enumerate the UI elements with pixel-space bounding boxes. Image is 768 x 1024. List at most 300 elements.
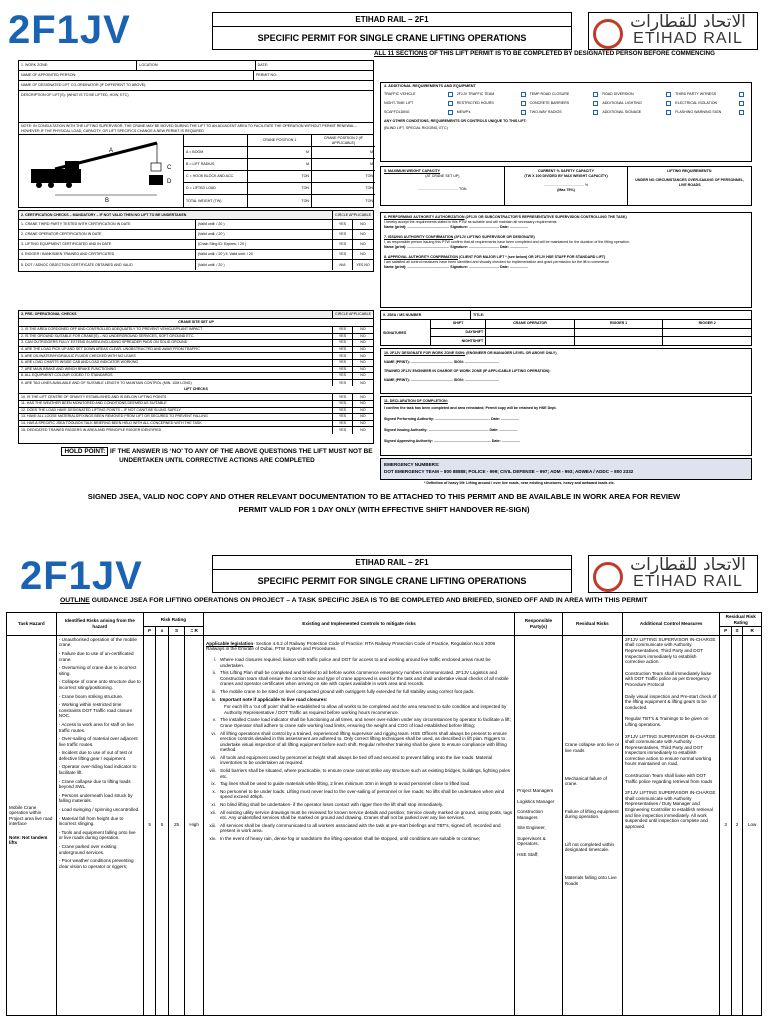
cert-row-text: 4. RIGGER / BANKSMEN TRAINED AND CERTIFICATED xyxy=(19,250,196,259)
res-p: 3 xyxy=(720,635,731,1015)
section-4-additional xyxy=(380,82,752,162)
check-row-text: 9. ARE TAG LINES AVAILABLE AND OF SUITABLE LENGTH TO MAINTAIN CONTROL (MIN. 10M LONG) xyxy=(19,380,333,387)
check-row-text: 12. DOES THE LOAD HAVE DESIGNATED LIFTING POINTS – IF NOT CANIT BE SLUNG SAFELY xyxy=(19,408,333,414)
company-logo-text: 2F1JV xyxy=(8,8,131,52)
control-number: x. xyxy=(212,788,216,794)
risk-dash: - xyxy=(58,721,62,727)
letter-c: C xyxy=(167,165,172,171)
requirement-line xyxy=(384,90,748,99)
additional-measure: 2F1JV LIFTING SUPERVISOR IN-CHARGE shall communicate with Authority Representatives, Third Party and DOT Inspectors immediately to establish corrective action. xyxy=(624,636,716,665)
position-row-unit-1: M xyxy=(248,159,312,170)
control-item xyxy=(206,810,512,821)
cert-row-text: 2. CRANE OPERATOR CERTIFICATION IN DATE xyxy=(19,230,196,239)
header-subtitle-2: SPECIFIC PERMIT FOR SINGLE CRANE LIFTING OPERATIONS xyxy=(257,576,527,586)
check-no[interactable]: NO xyxy=(360,394,366,399)
relocation-note: NOTE: IN CONSULTATION WITH THE LIFTING SUPERVISOR, THE CRANE MAY BE MOVED DURING THE LIFT TO AN ADJACENT AREA TO FACILITATE THE OPERATION WITHOUT PERMIT RENEWAL – HOWEVER IF THE PHYSICAL LOAD, CAPACITY, OR LIFT SPECIFICS CHANGE A NEW PERMIT IS REQUIRED xyxy=(21,123,358,133)
header-title-2: ETIHAD RAIL – 2F1 xyxy=(213,556,571,570)
s6-sign: Name (print): .......................................... Signature: .............................. Date: .................. xyxy=(384,225,528,229)
control-item xyxy=(206,657,512,668)
control-number: xii. xyxy=(210,809,216,815)
sig-cell[interactable] xyxy=(575,329,664,337)
s11-approving: Signed Approving Authority: ......................................................... Date: .................. xyxy=(384,439,520,443)
responsible-party: Logistics Manager xyxy=(517,798,555,804)
requirement-item[interactable] xyxy=(602,92,675,97)
requirement-checkbox[interactable] xyxy=(739,92,744,97)
check-yes[interactable]: YES xyxy=(333,408,353,414)
cert-row-validity: (Chain Sling ID: Expires: / 20 ) xyxy=(196,240,333,249)
requirement-line xyxy=(384,108,748,117)
control-number: vii. xyxy=(210,754,216,760)
control-number: xiv. xyxy=(209,836,216,841)
additional-measure: 2F1JV LIFTING SUPERVISOR IN-CHARGE shall communicate with Authority Representatives, Third Party and DOT Inspectors immediately to establish corrective action to ensure normal working hours maintained on road. xyxy=(624,733,716,767)
position-row-label: A = BOOM xyxy=(184,147,248,158)
control-item xyxy=(206,768,512,779)
requirement-label: 2F1JV TRAFFIC TEAM xyxy=(456,92,495,96)
check-yes[interactable]: YES xyxy=(333,380,353,387)
res-r: Low xyxy=(743,635,762,1015)
requirement-item[interactable] xyxy=(384,110,457,115)
s4-other-sub: (BLIND LIFT, SPECIAL RIGGING, ETC) xyxy=(384,126,448,130)
requirement-checkbox[interactable] xyxy=(521,101,526,106)
cert-row-no[interactable]: NO xyxy=(360,222,366,226)
sections-note xyxy=(374,50,715,57)
cert-row xyxy=(19,220,373,230)
control-item xyxy=(206,697,512,703)
risk-item xyxy=(59,694,141,700)
requirement-item[interactable] xyxy=(602,101,675,106)
check-row xyxy=(19,401,373,408)
control-number: ix. xyxy=(211,781,216,787)
requirement-label: ADDITIONAL SIGNAGE xyxy=(602,110,642,114)
crane-position-2: CRANE POSITION 2 (IF APPLICABLE) xyxy=(323,135,364,145)
validity-notice: PERMIT VALID FOR 1 DAY ONLY (WITH EFFECTIVE SHIFT HANDOVER RE-SIGN) xyxy=(238,505,530,514)
th-res-r: R xyxy=(743,627,762,636)
hold-point xyxy=(60,447,374,465)
check-no[interactable]: NO xyxy=(360,373,366,378)
header-title: ETIHAD RAIL – 2F1 xyxy=(213,13,571,27)
th-res-p: P xyxy=(720,627,731,636)
section-9-signatures xyxy=(380,310,752,346)
requirement-checkbox[interactable] xyxy=(593,110,598,115)
s10-header: 10. 2F1JV DESIGNATE FOR WORK ZONE SIGN: xyxy=(384,351,466,355)
requirement-checkbox[interactable] xyxy=(448,110,453,115)
check-no[interactable]: NO xyxy=(360,360,366,365)
logo-emblem-icon xyxy=(593,19,623,49)
position-row-unit-2: M xyxy=(370,162,373,166)
risk-text: Incident due to use of out of test or defective lifting gear / equipment. xyxy=(58,750,133,761)
sig-cell[interactable] xyxy=(486,329,575,337)
cert-circle-label: CIRCLE APPLICABLE xyxy=(335,212,371,217)
task-text: Mobile Crane operation within Project area live road interface xyxy=(9,804,53,827)
s6-sub: (2F1JV OR SUBCONTRACTOR'S REPRESENTATIVE SUPERVISION CONTROLLING THE TASK) xyxy=(464,215,627,219)
th-rating: Risk Rating xyxy=(143,613,203,627)
rating-p: 5 xyxy=(143,635,155,1015)
s7-sign: Name (print): .......................................... Signature: .............................. Date: .................. xyxy=(384,245,528,249)
th-res-rating: Residual Risk Rating xyxy=(720,613,762,627)
risk-item xyxy=(59,750,141,761)
risk-item xyxy=(59,637,141,648)
position-row-label: B = LIFT RADIUS xyxy=(184,159,248,170)
s5-lifting-req-text: UNDER NO CIRCUMSTANCES OVER-SAILING OF PERSONNEL, LIVE ROADS xyxy=(635,178,745,187)
outline-guidance xyxy=(60,597,647,604)
risk-item xyxy=(59,779,141,790)
risk-dash: - xyxy=(58,858,62,864)
section-5-capacity xyxy=(380,166,752,206)
sig-cell[interactable] xyxy=(575,337,664,346)
additional-cell xyxy=(622,635,719,1015)
check-no[interactable]: NO xyxy=(360,353,366,358)
work-zone-label: 1. WORK ZONE: xyxy=(19,61,137,70)
risk-text: Material fall from height due to incorrect slinging. xyxy=(58,815,124,827)
control-item xyxy=(206,717,512,728)
control-number: i. xyxy=(213,656,216,662)
requirement-checkbox[interactable] xyxy=(739,110,744,115)
control-item xyxy=(206,689,512,695)
th-eq-r xyxy=(185,627,204,636)
legislation-text: - Section 4.6.2 of Railway Protection Code of Practice: RTA Railway Protection Code of Practice, Regulation No.5 2009 Railways in the Emirate of Dubai, PTW System and Procedures. xyxy=(205,640,496,652)
check-row-text: 2. IS THE GROUND SUITABLE FOR CRANE(S) – NO UNDERGROUND SERVICES, SOFT GROUND ETC. xyxy=(19,334,333,340)
pre-op-header: 3. PRE- OPERATIONAL CHECKS xyxy=(19,311,333,318)
control-item xyxy=(206,670,512,687)
risk-text: Over-sailing of material over adjacent live traffic routes. xyxy=(58,736,138,747)
position-row xyxy=(184,159,375,171)
check-yes[interactable]: YES xyxy=(333,373,353,379)
check-yes[interactable]: YES xyxy=(333,401,353,407)
cert-row-validity: (Valid until: / 20 ) xyxy=(196,260,333,270)
cert-row-yes[interactable]: N/A xyxy=(333,260,353,270)
jsea-table xyxy=(6,612,762,1016)
check-yes[interactable]: YES xyxy=(333,414,353,420)
s5-current-sub: (TW X 100 DIVIDED BY MAX WEIGHT CAPACITY) xyxy=(524,174,608,178)
control-text: Where road closures required, liaison with traffic police and DOT for access to and working around live traffic enclosed areas must be undertaken. xyxy=(219,656,491,668)
requirement-checkbox[interactable] xyxy=(593,92,598,97)
outline-rest: GUIDANCE JSEA FOR LIFTING OPERATIONS ON PROJECT – A TASK SPECIFIC JSEA IS TO BE COMPLETED AND BRIEFED, SIGNED OFF AND IN AREA WITH THIS PERMIT xyxy=(89,597,648,604)
check-row xyxy=(19,414,373,421)
check-no[interactable]: NO xyxy=(360,414,366,419)
requirement-checkbox[interactable] xyxy=(593,101,598,106)
check-no[interactable]: NO xyxy=(360,380,366,385)
hold-point-label: HOLD POINT: xyxy=(61,447,108,456)
attachment-notice: SIGNED JSEA, VALID NOC COPY AND OTHER RELEVANT DOCUMENTATION TO BE ATTACHED TO THIS PERMIT AND BE AVAILABLE IN WORK AREA FOR REVIEW xyxy=(87,492,681,501)
company-logo-text-2: 2F1JV xyxy=(20,554,143,598)
requirement-item[interactable] xyxy=(675,92,748,97)
resp-cell xyxy=(515,635,563,1015)
requirement-checkbox[interactable] xyxy=(666,101,671,106)
requirement-label: THIRD PARTY WITNESS xyxy=(675,92,717,96)
sections-note-rest: OF THIS LIFT PERMIT IS TO BE COMPLETED BY DESIGNATED PERSON BEFORE COMMENCING xyxy=(427,50,715,57)
location-label: LOCATION: xyxy=(137,61,255,70)
s5-max: 5. MAXIMUM WEIGHT CAPACITY xyxy=(384,169,441,173)
check-row-text: 10. IS THE LIFT CENTRE OF GRAVITY ESTABLISHED AND IS BELOW LIFTING POINTS xyxy=(19,394,333,400)
logo-english-2: ETIHAD RAIL xyxy=(633,573,743,590)
hold-point-text: IF THE ANSWER IS ‘NO’ TO ANY OF THE ABOVE QUESTIONS THE LIFT MUST NOT BE UNDERTAKEN UNTIL CORRECTIVE ACTIONS ARE COMPLETED xyxy=(108,448,373,464)
cert-header: 2. CERTIFICATION CHECKS – MANDATORY – IF NOT VALID THEN NO LIFT TO BE UNDERTAKEN xyxy=(19,211,333,219)
s8-sub: (CLIENT FOR MAJOR LIFT * (see below) OR 2F1JV HSE STAFF FOR STANDARD LIFT) xyxy=(457,255,606,259)
res-s: 2 xyxy=(731,635,742,1015)
sig-row-label: NIGHTSHIFT xyxy=(431,337,486,346)
check-row xyxy=(19,394,373,401)
risk-item xyxy=(59,816,141,827)
control-item xyxy=(206,731,512,753)
permit-header xyxy=(212,12,572,50)
position-row-unit-2: TON xyxy=(365,198,373,203)
s10-name2: NAME (PRINT): .......................................... SIGN: .................................. xyxy=(384,378,499,382)
check-row xyxy=(19,427,373,434)
th-s: S xyxy=(168,627,185,636)
emergency-box xyxy=(380,458,752,480)
control-text: Important note if applicable to live road closures: xyxy=(219,696,328,702)
requirement-checkbox[interactable] xyxy=(448,101,453,106)
outline-emph: OUTLINE xyxy=(60,597,90,604)
risk-dash: - xyxy=(58,844,62,849)
check-no[interactable]: NO xyxy=(360,401,366,406)
s6-text: I hereby accept the requirements stated in this PTW as suitable and will maintain all necessary requirements. xyxy=(384,220,558,224)
cert-row-text: 1. CRANE THIRD PARTY TESTED WITH CERTIFICATION IN DATE xyxy=(19,220,196,229)
sig-cell[interactable] xyxy=(663,329,751,337)
s9-jsea: 9. JSEA / MS NUMBER xyxy=(381,311,471,319)
risk-dash: - xyxy=(58,815,62,821)
position-row-label: TOTAL WEIGHT (TW) xyxy=(184,195,248,207)
th-risks: Identified Risks arising from the hazard xyxy=(56,613,143,636)
risk-text: Load swinging / spinning uncontrolled. xyxy=(61,807,140,813)
control-number: vi. xyxy=(211,730,216,736)
etihad-rail-logo-2 xyxy=(588,555,758,593)
requirement-item[interactable] xyxy=(384,92,457,97)
check-yes[interactable]: YES xyxy=(333,340,353,346)
check-row-text: 3. CAN OUTRIGGERS FULLY EXTEND IN AREA INCLUDING SPREADER PADS ON SOLID GROUND xyxy=(19,340,333,346)
task-cell xyxy=(7,635,57,1015)
s10-trained: TRAINED 2F1JV ENGINEER IN CHARGE OF WORK ZONE xyxy=(384,369,482,373)
risk-dash: - xyxy=(58,829,62,835)
check-no[interactable]: NO xyxy=(360,340,366,345)
th-resp: Responsible Party(s) xyxy=(515,613,563,636)
jsea-table-wrap xyxy=(6,612,762,1018)
residual-risk: Materials falling onto Live Roads xyxy=(564,875,617,886)
check-yes[interactable]: YES xyxy=(333,394,353,400)
heavy-lift-footnote: * Definition of heavy lift: Lifting around / over live roads, near existing structures, heavy and awkward loads etc. xyxy=(424,481,615,485)
check-row xyxy=(19,353,373,360)
sections-note-emph: ALL 11 SECTIONS xyxy=(374,50,428,57)
requirement-label: TEMP ROAD CLOSURE xyxy=(529,92,570,96)
control-text: In the event of heavy rain, dense fog or sandstorm the lifting operation shall be stopped, until conditions are suitable to continue; xyxy=(219,836,481,841)
cert-row-yes[interactable]: YES xyxy=(333,220,353,229)
check-yes[interactable]: YES xyxy=(333,334,353,340)
s8-header: 8. APPROVAL AUTHORITY CONFIRMATION xyxy=(384,255,458,259)
permit-no-label: PERMIT NO: xyxy=(256,73,277,77)
requirement-label: RESTRICTED HOURS xyxy=(456,101,494,105)
check-row-text: 13. HAVE ALL LOOSE MATERIALS/FIXINGS BEEN REMOVED FROM LIFT OR SECURED TO PREVENT FALLING xyxy=(19,414,333,420)
requirement-line xyxy=(384,99,748,108)
s4-header: 4. ADDITIONAL REQUIREMENTS AND EQUIPMENT xyxy=(384,84,476,88)
control-text: Solid barriers shall be situated, where practicable, to ensure crane cannot strike any structure such as existing bridges, buildings, lighting poles etc. xyxy=(219,768,511,779)
risk-item xyxy=(59,830,141,841)
rating-r: 25 xyxy=(168,635,185,1015)
check-no[interactable]: NO xyxy=(360,327,366,332)
check-yes[interactable]: YES xyxy=(333,427,353,434)
risk-text: Persons underneath load struck by falling materials. xyxy=(58,792,133,804)
requirement-item[interactable] xyxy=(530,110,603,115)
risk-dash: - xyxy=(58,807,62,813)
appointed-person-label: NAME OF APPOINTED PERSON: xyxy=(19,71,254,80)
th-res-s: S xyxy=(731,627,742,636)
logo-arabic: الاتحاد للقطارات xyxy=(630,12,746,32)
requirement-checkbox[interactable] xyxy=(521,92,526,97)
control-text: For each lift a 'cut off point' shall be established to allow all works to be completed and the area returned to safe condition and inspected by Authority Representative / DOT Traffic as required before working hours recommence. xyxy=(223,704,507,715)
check-yes[interactable]: YES xyxy=(333,367,353,373)
cert-row-yes[interactable]: YES xyxy=(333,230,353,239)
requirement-item[interactable] xyxy=(384,101,457,106)
sig-col-header: SHIFT xyxy=(431,320,486,328)
risk-dash: - xyxy=(58,764,62,770)
residual-risk: Failure of lifting equipment during operation. xyxy=(564,808,619,820)
risks-cell xyxy=(56,635,143,1015)
residual-risk: Lift not completed within designated timescale. xyxy=(564,841,615,853)
check-no[interactable]: NO xyxy=(360,407,366,412)
check-row xyxy=(19,408,373,415)
th-x: x xyxy=(156,627,168,636)
cert-row-yes[interactable]: YES xyxy=(333,250,353,259)
additional-measure: Daily visual inspection and Pre-start check of the lifting equipment & lifting gears to be conducted. xyxy=(624,693,717,710)
crane-position-1: CRANE POSITION 1 xyxy=(248,135,312,146)
risk-item xyxy=(59,702,141,719)
rating-level: High xyxy=(185,635,204,1015)
position-row-label: D = LIFTED LOAD xyxy=(184,183,248,194)
cert-row-text: 5. DOT / ADNOC OBJECTION CERTIFICATE OBTAINED AND VALID xyxy=(19,260,196,270)
position-row-unit-1: TON xyxy=(248,195,312,207)
sig-row xyxy=(431,337,751,346)
risk-item xyxy=(59,807,141,813)
residual-risk: Mechanical failure of crane. xyxy=(564,775,607,787)
check-row xyxy=(19,380,373,387)
responsible-party: Supervisors & Operators, xyxy=(517,835,546,847)
risk-text: Tools and equipment falling onto live or live roads during operation. xyxy=(58,829,136,841)
check-no[interactable]: NO xyxy=(360,428,366,433)
requirement-item[interactable] xyxy=(457,110,530,115)
position-row-unit-1: TON xyxy=(248,183,312,194)
requirement-label: NIGHT-TIME LIFT xyxy=(384,101,414,105)
control-number xyxy=(206,704,220,715)
requirement-item[interactable] xyxy=(457,101,530,106)
requirement-item[interactable] xyxy=(530,101,603,106)
requirement-label: TWO-WAY RADIOS xyxy=(529,110,562,114)
requirement-checkbox[interactable] xyxy=(666,110,671,115)
requirement-item[interactable] xyxy=(675,110,748,115)
requirement-checkbox[interactable] xyxy=(739,101,744,106)
control-text: No personnel to be under loads. Lifting must never lead to the over-sailing of personnel or live roads; No lifts shall be undertaken when wind speed exceed 40kph. xyxy=(219,788,505,800)
requirement-item[interactable] xyxy=(530,92,603,97)
logo-emblem-icon-2 xyxy=(593,562,623,592)
requirement-checkbox[interactable] xyxy=(521,110,526,115)
logo-english: ETIHAD RAIL xyxy=(633,30,743,47)
risk-dash: - xyxy=(58,702,62,708)
cert-row-no[interactable]: YES NO xyxy=(356,262,370,267)
risk-item xyxy=(59,736,141,747)
requirement-item[interactable] xyxy=(602,110,675,115)
check-row xyxy=(19,360,373,367)
control-text: All lifting operations shall control by a trained, experienced lifting supervisor and rigging team. HSE Officers shall always be present to ensure erection controls detailed in this assessment are adhered to. Only correct lifting techniques shall be used, as described in lift plan. Riggers to undertake visual inspection of all lifting equipment before each shift. Regular refresher training shall be given to ensure compliance with lifting method. xyxy=(219,730,507,753)
s5-current: CURRENT % SAFETY CAPACITY xyxy=(538,169,594,173)
check-no[interactable]: NO xyxy=(360,421,366,426)
requirement-checkbox[interactable] xyxy=(666,92,671,97)
requirement-checkbox[interactable] xyxy=(448,92,453,97)
check-row xyxy=(19,421,373,428)
risk-item xyxy=(59,844,141,855)
check-no[interactable]: NO xyxy=(360,333,366,338)
requirement-label: MEWP's xyxy=(456,110,471,114)
th-p: P xyxy=(143,627,155,636)
cert-row-yes[interactable]: YES xyxy=(333,240,353,249)
responsible-party: HSE Staff; xyxy=(517,852,539,858)
check-row xyxy=(19,334,373,341)
position-row-unit-1: TON xyxy=(248,171,312,182)
cert-row xyxy=(19,240,373,250)
date-label: DATE: xyxy=(257,63,268,67)
cert-row-no[interactable]: NO xyxy=(360,242,366,246)
control-text: This Lifting Plan shall be completed and briefed to all before works commence emergency numbers communicated. 2F1JV Logistics and Construction team shall ensure the correct size and type of crane approved is used for the task and shall undertake visual checks of all mobile cranes and operator certificates when arriving on site with copies available in work area and records. xyxy=(219,670,509,687)
additional-measure: Construction Team shall liaise with DOT Traffic police regarding retrieval from roads xyxy=(624,773,713,784)
sig-header-row xyxy=(431,320,751,329)
control-text: The mobile crane to be sited on level compacted ground with outriggers fully extended for full stability using correct foot pads. xyxy=(219,688,475,694)
control-number: xi. xyxy=(211,802,216,808)
check-no[interactable]: NO xyxy=(360,366,366,371)
check-row-text: 11. HAS THE WEATHER BEEN MONITORED AND CONDITIONS DEEMED AS SUITABLE xyxy=(19,401,333,407)
control-number: iii. xyxy=(211,688,216,694)
risk-text: Operator over-riding load indicator to facilitate lift. xyxy=(58,764,137,776)
sig-cell[interactable] xyxy=(663,337,751,346)
s11-performing: Signed Performing Authority: ....................................................... Date: .................. xyxy=(384,417,520,421)
section-1 xyxy=(18,60,374,208)
requirement-label: CONCRETE BARRIERS xyxy=(529,101,570,105)
check-yes[interactable]: YES xyxy=(333,327,353,333)
position-row-unit-2: M xyxy=(370,150,373,154)
sig-cell[interactable] xyxy=(486,337,575,346)
control-text: No blind lifting shall be undertaken- if the operator loses contact with rigger then the lift shall stop immediately. xyxy=(219,802,444,808)
letter-b: B xyxy=(105,198,110,203)
risk-text: Access to work area for staff on live traffic routes. xyxy=(58,721,134,733)
rating-s: 5 xyxy=(156,635,168,1015)
logo-arabic-2: الاتحاد للقطارات xyxy=(630,555,746,575)
cert-row-no[interactable]: NO xyxy=(360,252,366,256)
header-subtitle: SPECIFIC PERMIT FOR SINGLE CRANE LIFTING OPERATIONS xyxy=(257,33,527,43)
check-no[interactable]: NO xyxy=(360,347,366,352)
sig-col-header: RIGGER 1 xyxy=(575,320,664,328)
check-yes[interactable]: YES xyxy=(333,360,353,366)
position-row-unit-2: TON xyxy=(365,186,373,190)
risk-dash: - xyxy=(58,693,62,699)
th-task: Task Hazard xyxy=(7,613,57,636)
letter-d: D xyxy=(167,179,172,185)
check-yes[interactable]: YES xyxy=(333,347,353,353)
th-additional: Additional Control Measures xyxy=(622,613,719,636)
cert-row-no[interactable]: NO xyxy=(360,232,366,236)
check-row xyxy=(19,367,373,374)
check-row xyxy=(19,373,373,380)
s6-header: 6. PERFORMING AUTHORITY AUTHORIZATION xyxy=(384,215,465,219)
etihad-rail-logo xyxy=(588,12,758,50)
risk-text: Unauthorised operation of the mobile crane. xyxy=(58,636,137,648)
requirement-item[interactable] xyxy=(457,92,530,97)
check-yes[interactable]: YES xyxy=(333,421,353,427)
requirement-item[interactable] xyxy=(675,101,748,106)
risk-item xyxy=(59,679,141,690)
check-row-text: 4. ARE THE LOAD PICK UP AND SET DOWN AREAS CLEAR, UNOBSTRUCTED AND AWAY FROM TRAFFIC xyxy=(19,347,333,353)
control-text: Tag lines shall be used to guide materials while lifting, 2 lines minimum 10m in length to avoid personnel close to lifted load. xyxy=(219,781,471,787)
check-yes[interactable]: YES xyxy=(333,353,353,359)
th-r: R xyxy=(194,628,198,634)
risk-dash: - xyxy=(58,665,62,671)
risk-text: Crane boom striking structure. xyxy=(61,693,124,699)
position-row-unit-1: M xyxy=(248,147,312,158)
